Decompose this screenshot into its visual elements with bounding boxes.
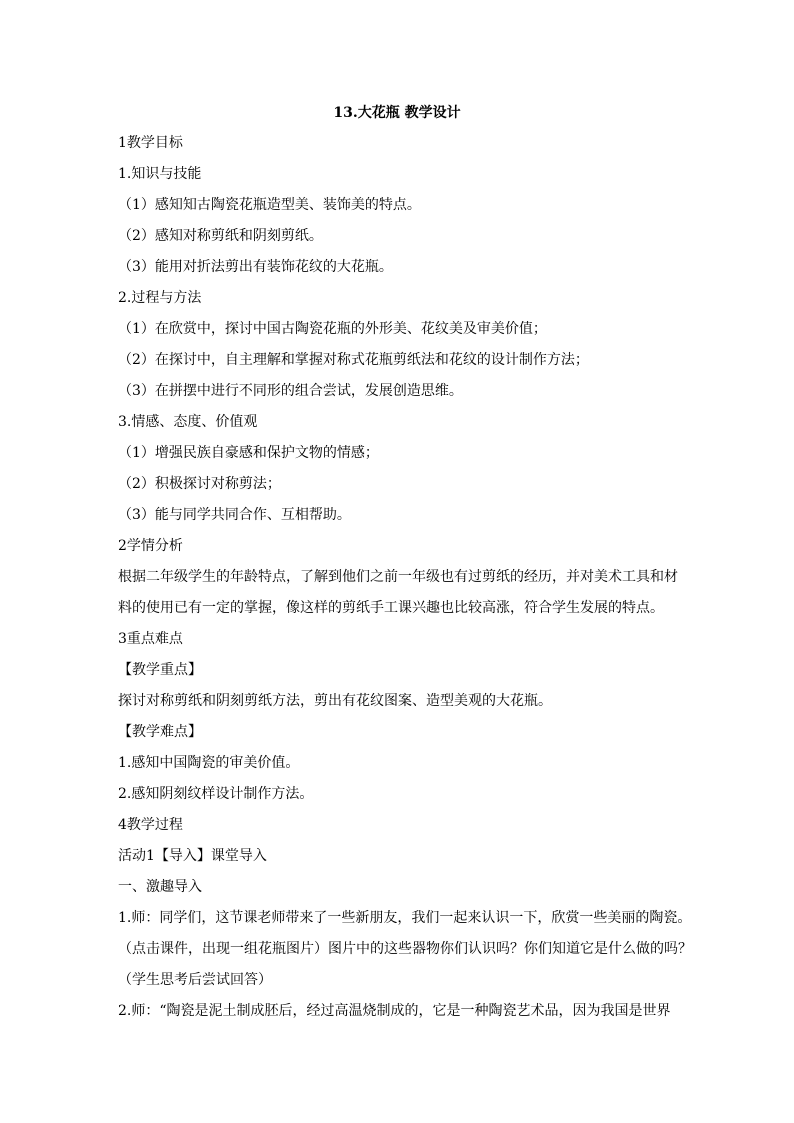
section-heading-objectives: 1教学目标 [118, 135, 183, 151]
subheading-emotion-values: 3.情感、态度、价值观 [118, 414, 258, 430]
paragraph-line: 1.师：同学们，这节课老师带来了一些新朋友，我们一起来认识一下，欣赏一些美丽的陶瓷。 [118, 910, 692, 926]
paragraph-line: 根据二年级学生的年龄特点，了解到他们之前一年级也有过剪纸的经历，并对美术工具和材 [118, 569, 678, 585]
subheading-activity-1: 活动1【导入】课堂导入 [118, 848, 267, 864]
section-heading-key-points: 3重点难点 [118, 631, 183, 647]
subheading-knowledge-skills: 1.知识与技能 [118, 166, 202, 182]
list-item: 1.感知中国陶瓷的审美价值。 [118, 755, 300, 771]
list-item: （2）感知对称剪纸和阴刻剪纸。 [118, 228, 323, 244]
list-item: （2）在探讨中，自主理解和掌握对称式花瓶剪纸法和花纹的设计制作方法； [118, 352, 589, 368]
list-item: （1）增强民族自豪感和保护文物的情感； [118, 445, 379, 461]
list-item: （3）能与同学共同合作、互相帮助。 [118, 507, 351, 523]
section-heading-process: 4教学过程 [118, 817, 183, 833]
paragraph-line: 2.师：“陶瓷是泥土制成胚后，经过高温烧制成的，它是一种陶瓷艺术品，因为我国是世界 [118, 1003, 671, 1019]
subheading-teaching-difficulty: 【教学难点】 [118, 724, 202, 740]
list-item: （2）积极探讨对称剪法； [118, 476, 281, 492]
list-item: （3）在拼摆中进行不同形的组合尝试，发展创造思维。 [118, 383, 463, 399]
section-heading-analysis: 2学情分析 [118, 538, 183, 554]
list-item: （3）能用对折法剪出有装饰花纹的大花瓶。 [118, 259, 393, 275]
list-item: （1）在欣赏中，探讨中国古陶瓷花瓶的外形美、花纹美及审美价值； [118, 321, 547, 337]
paragraph-line: 料的使用已有一定的掌握，像这样的剪纸手工课兴趣也比较高涨，符合学生发展的特点。 [118, 600, 664, 616]
document-title: 13.大花瓶 教学设计 [333, 105, 461, 121]
list-item: 2.感知阴刻纹样设计制作方法。 [118, 786, 314, 802]
subheading-teaching-focus: 【教学重点】 [118, 662, 202, 678]
paragraph-line: （点击课件，出现一组花瓶图片）图片中的这些器物你们认识吗？你们知道它是什么做的吗？ [118, 941, 692, 957]
paragraph-line: （学生思考后尝试回答） [118, 972, 272, 988]
subheading-process-method: 2.过程与方法 [118, 290, 202, 306]
subheading-intro: 一、激趣导入 [118, 879, 202, 895]
list-item: （1）感知知古陶瓷花瓶造型美、装饰美的特点。 [118, 197, 421, 213]
paragraph-line: 探讨对称剪纸和阴刻剪纸方法，剪出有花纹图案、造型美观的大花瓶。 [118, 693, 552, 709]
